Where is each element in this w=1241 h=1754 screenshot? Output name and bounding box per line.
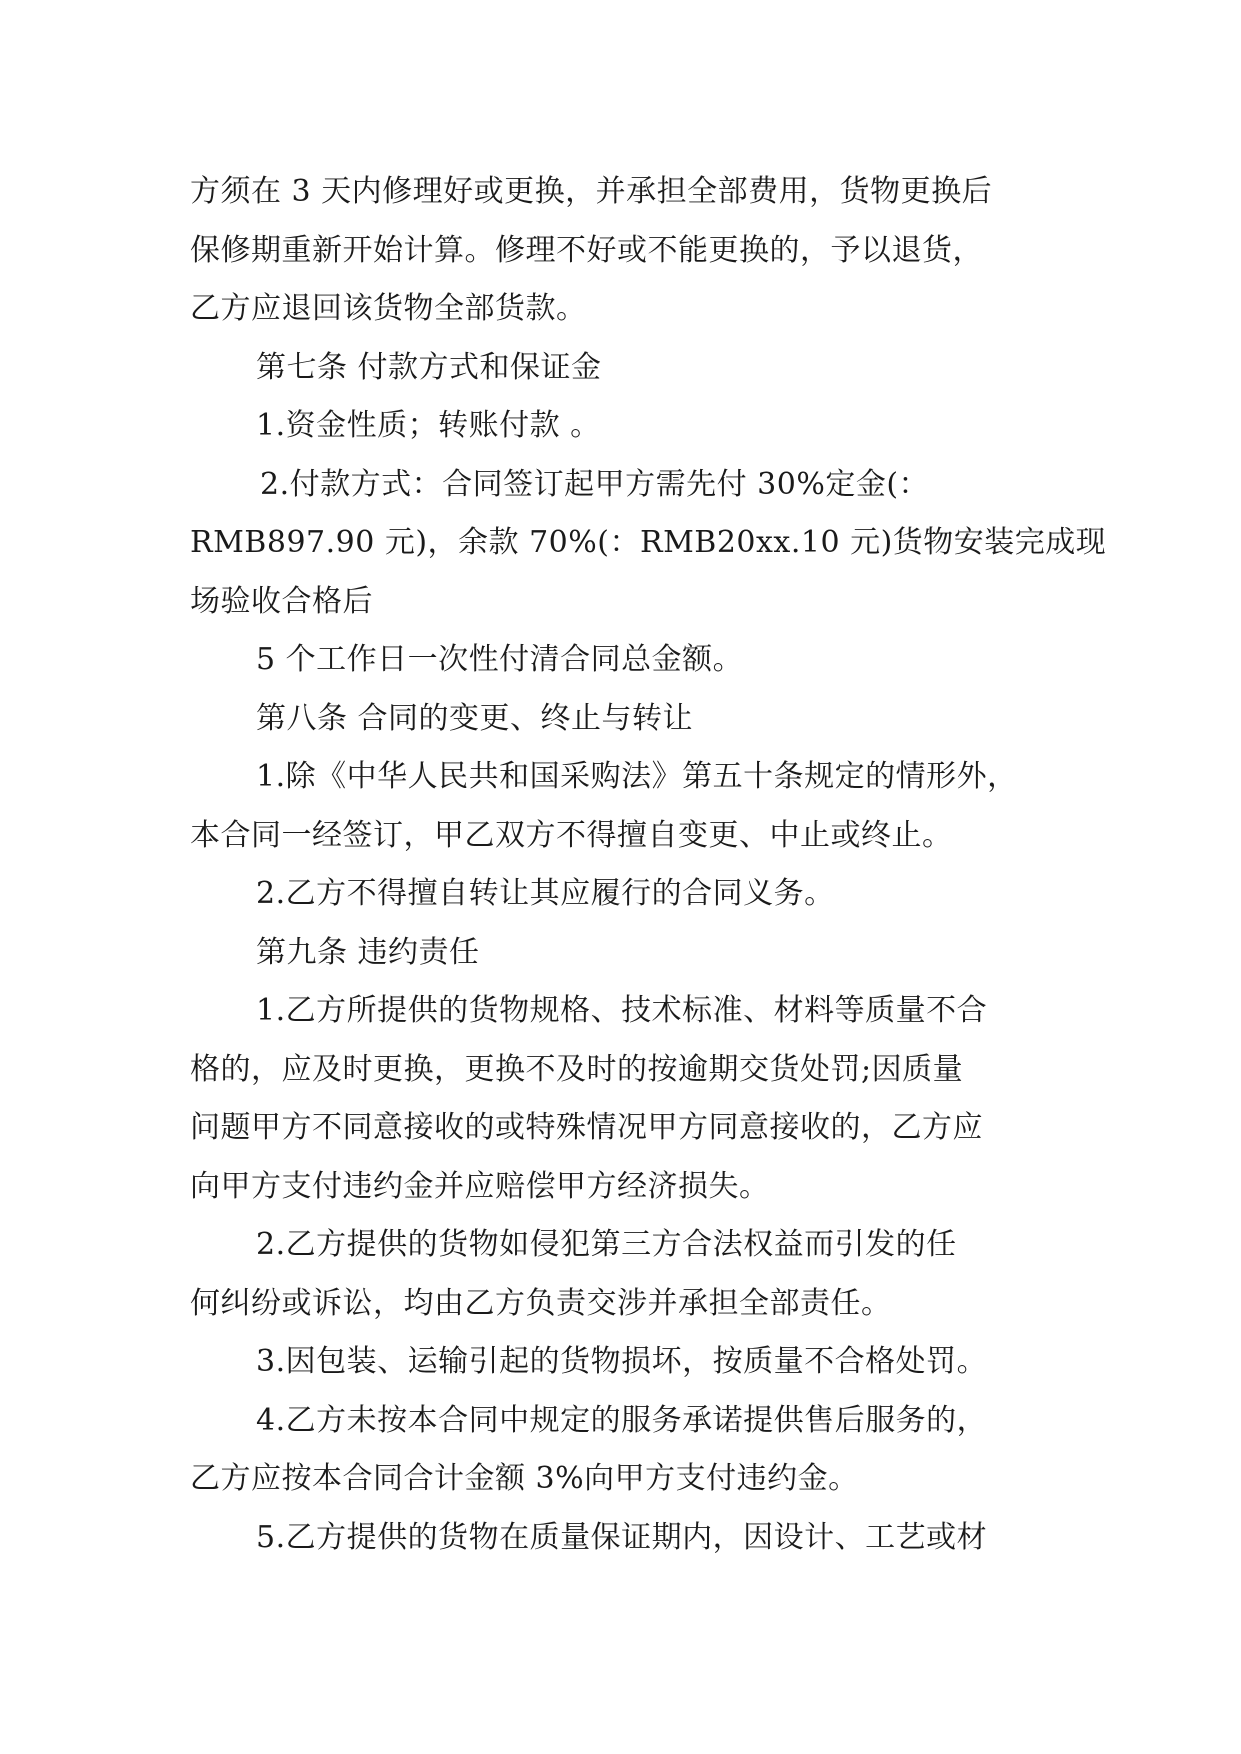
text-line: RMB897.90 元)，余款 70%(：RMB20xx.10 元)货物安装完成现: [190, 525, 1107, 560]
text-line: 3.因包装、运输引起的货物损坏，按质量不合格处罚。: [256, 1344, 988, 1379]
text-line: 2.乙方提供的货物如侵犯第三方合法权益而引发的任: [256, 1227, 957, 1262]
text-line: 向甲方支付违约金并应赔偿甲方经济损失。: [190, 1168, 770, 1204]
text-line: 4.乙方未按本合同中规定的服务承诺提供售后服务的，: [256, 1402, 988, 1438]
text-line: 问题甲方不同意接收的或特殊情况甲方同意接收的，乙方应: [190, 1110, 983, 1145]
text-line: 1.除《中华人民共和国采购法》第五十条规定的情形外，: [256, 759, 1018, 794]
text-line: 何纠纷或诉讼，均由乙方负责交涉并承担全部责任。: [190, 1285, 892, 1321]
text-line: 2.乙方不得擅自转让其应履行的合同义务。: [256, 876, 835, 911]
text-line: 2.付款方式：合同签订起甲方需先付 30%定金(：: [260, 466, 930, 502]
text-line: 场验收合格后: [190, 583, 373, 619]
text-line: 格的，应及时更换，更换不及时的按逾期交货处罚;因质量: [190, 1051, 964, 1087]
text-line: 本合同一经签订，甲乙双方不得擅自变更、中止或终止。: [190, 817, 953, 853]
text-line: 1.资金性质；转账付款 。: [256, 408, 601, 443]
text-line: 5.乙方提供的货物在质量保证期内，因设计、工艺或材: [256, 1519, 988, 1555]
section-heading-8: 第八条 合同的变更、终止与转让: [256, 700, 694, 736]
section-heading-9: 第九条 违约责任: [256, 934, 480, 970]
section-heading-7: 第七条 付款方式和保证金: [256, 349, 602, 385]
text-line: 方须在 3 天内修理好或更换，并承担全部费用，货物更换后: [190, 174, 993, 209]
text-line: 5 个工作日一次性付清合同总金额。: [256, 642, 744, 677]
text-line: 乙方应按本合同合计金额 3%向甲方支付违约金。: [190, 1461, 859, 1496]
text-line: 保修期重新开始计算。修理不好或不能更换的，予以退货，: [190, 232, 983, 268]
document-body: [190, 163, 1107, 1567]
text-line: 乙方应退回该货物全部货款。: [190, 291, 587, 326]
text-line: 1.乙方所提供的货物规格、技术标准、材料等质量不合: [256, 993, 988, 1028]
